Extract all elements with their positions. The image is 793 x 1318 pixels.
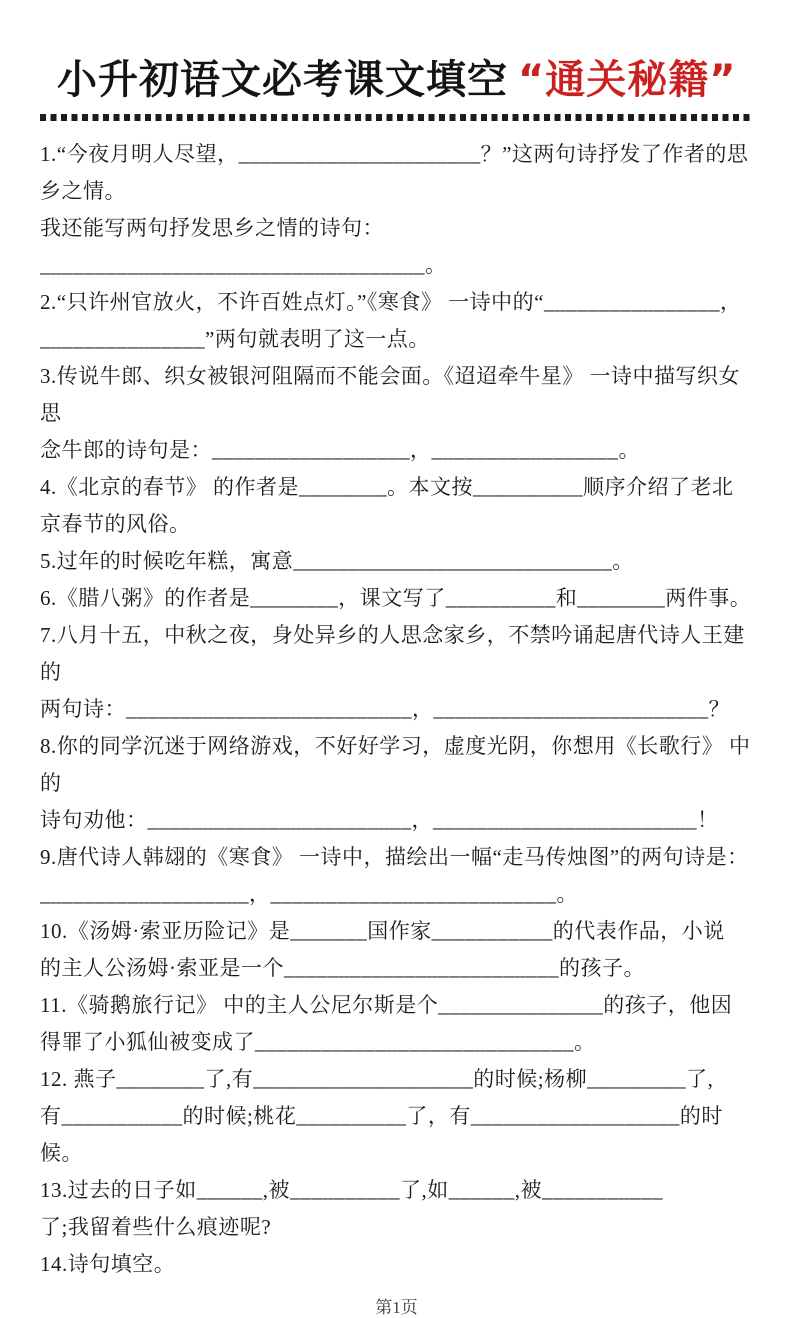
- question-11-line-2: 得罪了小狐仙被变成了_____________________________。: [40, 1030, 596, 1054]
- question-2: [40, 284, 753, 358]
- question-9-line-1: 9.唐代诗人韩翃的《寒食》 一诗中，描绘出一幅“走马传烛图”的两句诗是：: [40, 845, 749, 869]
- question-6: [40, 580, 753, 617]
- question-4: [40, 469, 753, 543]
- question-1-line-1: 1.“今夜月明人尽望，______________________？”这两句诗抒发了作者的思乡之情。: [40, 142, 749, 203]
- question-13-line-2: 了;我留着些什么痕迹呢?: [40, 1215, 272, 1239]
- question-2-line-2: _______________”两句就表明了这一点。: [40, 327, 430, 351]
- question-14: [40, 1246, 753, 1283]
- question-5: [40, 543, 753, 580]
- question-7-line-2: 两句诗：__________________________，_________________________？: [40, 697, 730, 721]
- question-12-line-2: 有___________的时候;桃花__________了，有___________________的时候。: [40, 1104, 723, 1165]
- question-9: [40, 839, 753, 913]
- question-13: [40, 1172, 753, 1246]
- page-title: [40, 56, 753, 104]
- question-3-line-2: 念牛郎的诗句是：__________________，_________________。: [40, 438, 640, 462]
- questions-list: [40, 136, 753, 1283]
- question-12-line-1: 12. 燕子________了,有____________________的时候;杨柳_________了,: [40, 1067, 714, 1091]
- question-7-line-1: 7.八月十五，中秋之夜，身处异乡的人思念家乡，不禁吟诵起唐代诗人王建的: [40, 623, 745, 684]
- question-5-line-1: 5.过年的时候吃年糕，寓意_____________________________。: [40, 549, 634, 573]
- question-12: [40, 1061, 753, 1172]
- question-10: [40, 913, 753, 987]
- question-1-line-2: 我还能写两句抒发思乡之情的诗句：___________________________________。: [40, 216, 447, 277]
- question-13-line-1: 13.过去的日子如______,被__________了,如______,被___________: [40, 1178, 663, 1202]
- question-6-line-1: 6.《腊八粥》的作者是________，课文写了__________和________两件事。: [40, 586, 752, 610]
- question-14-line-1: 14.诗句填空。: [40, 1252, 176, 1276]
- question-8-line-2: 诗句劝他：________________________，________________________！: [40, 808, 719, 832]
- question-7: [40, 617, 753, 728]
- dotted-divider: [40, 114, 753, 121]
- question-10-line-1: 10.《汤姆·索亚历险记》是_______国作家___________的代表作品，小说: [40, 919, 725, 943]
- question-8: [40, 728, 753, 839]
- page-title-black: 小升初语文必考课文填空: [57, 57, 508, 103]
- question-3-line-1: 3.传说牛郎、织女被银河阻隔而不能会面。《迢迢牵牛星》 一诗中描写织女思: [40, 364, 740, 425]
- page-title-highlight: “通关秘籍”: [518, 57, 737, 103]
- question-11-line-1: 11.《骑鹅旅行记》 中的主人公尼尔斯是个_______________的孩子，他因: [40, 993, 733, 1017]
- question-9-line-2: ___________________，__________________________。: [40, 882, 578, 906]
- question-10-line-2: 的主人公汤姆·索亚是一个_________________________的孩子。: [40, 956, 645, 980]
- page-number: 第1页: [375, 1298, 418, 1317]
- question-2-line-1: 2.“只许州官放火，不许百姓点灯。”《寒食》 一诗中的“________________，: [40, 290, 742, 314]
- question-3: [40, 358, 753, 469]
- question-11: [40, 987, 753, 1061]
- question-1: [40, 136, 753, 284]
- question-4-line-1: 4.《北京的春节》 的作者是________。本文按__________顺序介绍了老北: [40, 475, 734, 499]
- question-4-line-2: 京春节的风俗。: [40, 512, 191, 536]
- question-8-line-1: 8.你的同学沉迷于网络游戏，不好好学习，虚度光阴，你想用《长歌行》 中的: [40, 734, 751, 795]
